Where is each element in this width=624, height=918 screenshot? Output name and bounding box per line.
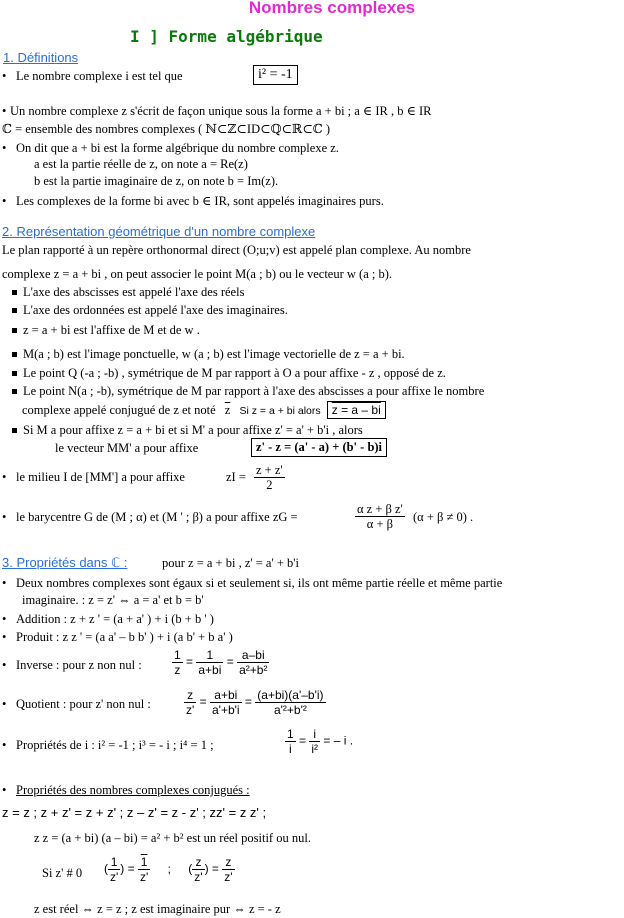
milieu-fraction: $\frac{z + z'}{2}$	[256, 463, 283, 492]
conjugue-box: z = a – bi	[327, 401, 386, 419]
puissances-i-formula: $\frac{1}{i}$ = $\frac{i}{\text{i²}}$ = – i .	[287, 727, 354, 756]
section-heading-forme-algebrique: I ] Forme algébrique	[130, 27, 323, 46]
axe-abscisses: L'axe des abscisses est appelé l'axe des réels	[10, 285, 244, 300]
quotient: • Quotient : pour z' non nul :	[2, 697, 151, 711]
def-partie-imaginaire: b est la partie imaginaire de z, on note b = Im(z).	[34, 174, 279, 188]
subheading-proprietes: 3. Propriétés dans ℂ :	[2, 555, 128, 570]
plan-complexe-line1: Le plan rapporté à un repère orthonormal direct (O;u;v) est appelé plan complexe. Au nombre	[2, 243, 471, 257]
vecteur-mm-line2: le vecteur MM' a pour affixe	[55, 441, 199, 455]
egalite-line1: • Deux nombres complexes sont égaux si et seulement si, ils ont même partie réelle et même partie	[2, 576, 503, 590]
point-q-oppose: Le point Q (-a ; -b) , symétrique de M par rapport à O a pour affixe - z , opposé de z.	[10, 366, 446, 381]
def-set-c: ℂ = ensemble des nombres complexes ( ℕ⊂ℤ⊂ID⊂ℚ⊂ℝ⊂ℂ )	[2, 122, 331, 136]
milieu-line: • le milieu I de [MM'] a pour affixe	[2, 470, 185, 484]
milieu-formula: zI =	[226, 470, 246, 484]
puissances-i: • Propriétés de i : i² = -1 ; i³ = - i ; i⁴ = 1 ;	[2, 738, 214, 752]
barycentre-line: • le barycentre G de (M ; α) et (M ' ; β) a pour affixe zG =	[2, 510, 298, 524]
def-imaginaires-purs: • Les complexes de la forme bi avec b ∈ IR, sont appelés imaginaires purs.	[2, 194, 384, 208]
proprietes-pour: pour z = a + bi , z' = a' + b'i	[162, 556, 300, 570]
conjugues-inverse: Si z' # 0	[42, 866, 83, 880]
vecteur-mm-box: z' - z = (a' - a) + (b' - b)i	[251, 438, 387, 457]
def-partie-reelle: a est la partie réelle de z, on note a = Re(z)	[34, 157, 248, 171]
quotient-formula: $\frac{z}{z'}$ = $\frac{a+bi}{a'+b'i}$ = $\frac{(a+bi)(a'-b'i)}{\text{a'²+b'²}}$	[186, 688, 324, 717]
def-i: • Le nombre complexe i est tel que	[2, 69, 183, 83]
axe-ordonnees: L'axe des ordonnées est appelé l'axe des imaginaires.	[10, 303, 288, 318]
def-forme-algebrique: • On dit que a + bi est la forme algébrique du nombre complexe z.	[2, 141, 339, 155]
subheading-definitions: 1. Définitions	[3, 50, 79, 65]
inverse: • Inverse : pour z non nul :	[2, 658, 142, 672]
inverse-formula: $\frac{1}{z}$ = $\frac{1}{a+bi}$ = $\frac{a-bi}{\text{a²+b²}}$	[174, 648, 268, 677]
subheading-representation: 2. Représentation géométrique d'un nombre complexe	[2, 224, 316, 239]
i-squared-box: i² = -1	[253, 65, 298, 85]
conjugues-inverse-formula: ( $\frac{1}{z'}$ ) = $\frac{1}{z'}$ ; ( $\frac{z}{z'}$ ) = $\frac{z}{z'}$	[104, 855, 233, 884]
conjugues-rules: z = z ; z + z' = z + z' ; z – z' = z - z' ; zz' = z z' ;	[2, 805, 267, 820]
conjugues-reel-imaginaire: z est réel ⇔ z = z ; z est imaginaire pur ⇔ z = - z	[34, 902, 281, 916]
page-title: Nombres complexes	[248, 0, 416, 17]
def-complex: • Un nombre complexe z s'écrit de façon unique sous la forme a + bi ; a ∈ IR , b ∈ IR	[2, 104, 432, 118]
addition: • Addition : z + z ' = (a + a' ) + i (b + b ' )	[2, 612, 214, 626]
produit: • Produit : z z ' = (a a' – b b' ) + i (a b' + b a' )	[2, 630, 233, 644]
affixe-def: z = a + bi est l'affixe de M et de w .	[10, 323, 200, 338]
conjugue-line: complexe appelé conjugué de z et noté $\overline{z}$ Si z = a + bi alors z = a – bi	[22, 403, 386, 418]
barycentre-condition: (α + β ≠ 0) .	[413, 510, 474, 524]
point-n-conjugue: Le point N(a ; -b), symétrique de M par rapport à l'axe des abscisses a pour affixe le nombre	[10, 384, 484, 399]
egalite-line2: imaginaire. : z = z' ⇔ a = a' et b = b'	[22, 593, 204, 607]
image-ponctuelle: M(a ; b) est l'image ponctuelle, w (a ; b) est l'image vectorielle de z = a + bi.	[10, 347, 405, 362]
vecteur-mm-line1: Si M a pour affixe z = a + bi et si M' a pour affixe z' = a' + b'i , alors	[10, 423, 363, 438]
conjugues-module: z z = (a + bi) (a – bi) = a² + b² est un réel positif ou nul.	[34, 831, 311, 845]
conjugues-title: • Propriétés des nombres complexes conjugués :	[2, 783, 250, 797]
plan-complexe-line2: complexe z = a + bi , on peut associer le point M(a ; b) ou le vecteur w (a ; b).	[2, 267, 393, 281]
barycentre-fraction: $\frac{\text{α z + β z'}}{\alpha + \beta}$	[357, 502, 403, 531]
